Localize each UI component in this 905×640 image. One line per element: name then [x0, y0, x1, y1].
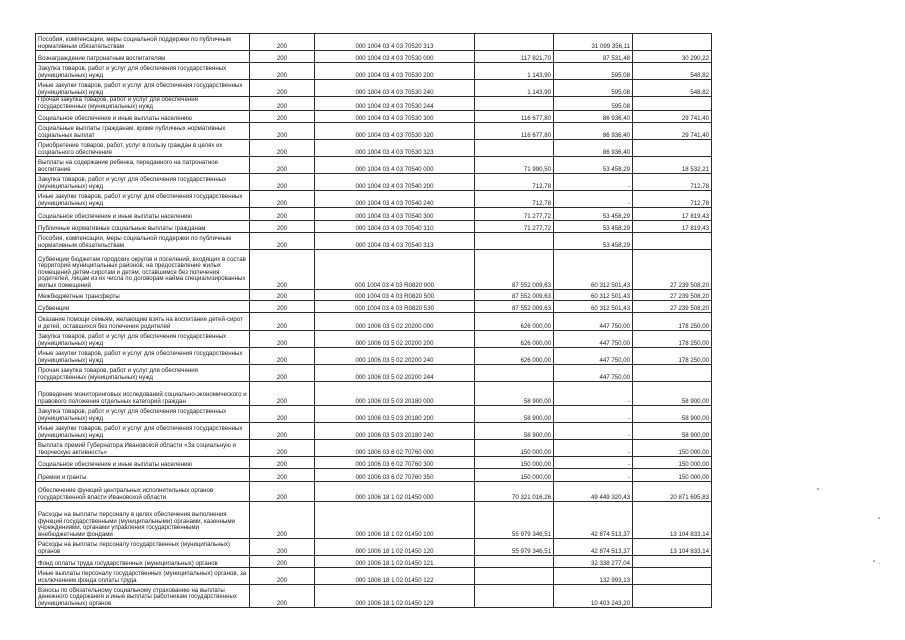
- cell-approved: 71 990,50: [475, 157, 554, 174]
- cell-budget-code: 000 1004 03 4 03 R0820 000: [315, 250, 475, 290]
- cell-description: Расходы на выплаты персоналу государственных (муниципальных) органов: [36, 539, 250, 556]
- cell-approved: 87 552 009,63: [475, 290, 554, 301]
- cell-executed: 60 312 501,43: [554, 250, 633, 290]
- cell-description: Пособия, компенсации, меры социальной поддержки по публичным нормативным обязательствам: [36, 233, 250, 250]
- cell-description: Фонд оплаты труда государственных (муниципальных) органов: [36, 556, 250, 568]
- table-row: [36, 348, 712, 365]
- cell-approved: 626 000,00: [475, 313, 554, 331]
- cell-description: Иные выплаты персоналу государственных (муниципальных) органов, за исключением фонда оплаты труда: [36, 568, 250, 585]
- cell-line-code: 200: [250, 556, 315, 568]
- cell-approved: [475, 568, 554, 585]
- table-row: [36, 423, 712, 440]
- cell-line-code: 200: [250, 174, 315, 191]
- cell-unexecuted: 548,82: [633, 63, 712, 80]
- cell-line-code: 200: [250, 97, 315, 111]
- cell-description: Оказание помощи семьям, желающим взять на воспитание детей-сирот и детей, оставшихся без попечения родителей: [36, 313, 250, 331]
- cell-approved: 71 277,72: [475, 208, 554, 221]
- cell-approved: [475, 556, 554, 568]
- cell-budget-code: 000 1004 03 4 03 70530 000: [315, 51, 475, 63]
- cell-approved: 712,78: [475, 174, 554, 191]
- cell-line-code: 200: [250, 63, 315, 80]
- cell-executed: 60 312 501,43: [554, 290, 633, 301]
- cell-approved: 626 000,00: [475, 331, 554, 348]
- cell-budget-code: 000 1004 03 4 03 70530 244: [315, 97, 475, 111]
- cell-unexecuted: 58 900,00: [633, 423, 712, 440]
- cell-description: Закупка товаров, работ и услуг для обеспечения государственных (муниципальных) нужд: [36, 174, 250, 191]
- table-row: [36, 123, 712, 140]
- table-row: [36, 365, 712, 382]
- cell-executed: 447 750,00: [554, 313, 633, 331]
- cell-budget-code: 000 1004 03 4 03 70530 300: [315, 111, 475, 123]
- cell-budget-code: 000 1006 03 5 03 20180 240: [315, 423, 475, 440]
- cell-approved: 1 143,90: [475, 80, 554, 97]
- table-row: [36, 97, 712, 111]
- cell-line-code: 200: [250, 502, 315, 539]
- cell-executed: 53 458,29: [554, 208, 633, 221]
- cell-approved: 117 821,70: [475, 51, 554, 63]
- table-row: [36, 585, 712, 608]
- cell-line-code: 200: [250, 208, 315, 221]
- table-row: [36, 221, 712, 233]
- cell-budget-code: 000 1004 03 4 03 70540 313: [315, 233, 475, 250]
- table-row: [36, 556, 712, 568]
- scan-speck: [817, 488, 819, 490]
- cell-budget-code: 000 1006 18 1 02 01450 121: [315, 556, 475, 568]
- table-row: [36, 440, 712, 457]
- table-row: [36, 313, 712, 331]
- cell-budget-code: 000 1004 03 4 03 70530 200: [315, 63, 475, 80]
- table-row: [36, 233, 712, 250]
- cell-budget-code: 000 1006 03 5 03 20180 200: [315, 406, 475, 423]
- cell-unexecuted: 13 104 833,14: [633, 539, 712, 556]
- cell-unexecuted: 29 741,40: [633, 111, 712, 123]
- table-row: [36, 502, 712, 539]
- cell-line-code: 200: [250, 111, 315, 123]
- cell-executed: 595,08: [554, 97, 633, 111]
- cell-executed: -: [554, 469, 633, 482]
- cell-line-code: 200: [250, 539, 315, 556]
- cell-line-code: 200: [250, 568, 315, 585]
- cell-executed: 595,08: [554, 80, 633, 97]
- cell-description: Иные закупки товаров, работ и услуг для обеспечения государственных (муниципальных) нужд: [36, 423, 250, 440]
- cell-executed: 53 458,29: [554, 221, 633, 233]
- cell-executed: -: [554, 457, 633, 469]
- cell-approved: 58 900,00: [475, 382, 554, 406]
- cell-unexecuted: 712,78: [633, 191, 712, 208]
- cell-approved: 150 000,00: [475, 440, 554, 457]
- cell-unexecuted: 58 900,00: [633, 406, 712, 423]
- cell-executed: 49 449 320,43: [554, 482, 633, 502]
- cell-executed: 60 312 501,43: [554, 301, 633, 313]
- cell-description: Прочая закупка товаров, работ и услуг для обеспечения государственных (муниципальных) нужд: [36, 365, 250, 382]
- cell-unexecuted: 13 104 833,14: [633, 502, 712, 539]
- cell-budget-code: 000 1004 03 4 03 70520 313: [315, 34, 475, 51]
- cell-executed: -: [554, 406, 633, 423]
- cell-line-code: 200: [250, 365, 315, 382]
- cell-description: Субвенции бюджетам городских округов и поселений, входящих в состав территорий муниципальных районов, на предоставление жилых помещений детям-сиротам и детям, оставшимся без попечения родителей, лицам из их числа по договорам найма специализированных жилых помещений: [36, 250, 250, 290]
- cell-line-code: 200: [250, 80, 315, 97]
- cell-description: Выплаты на содержание ребенка, переданного на патронатное воспитание: [36, 157, 250, 174]
- cell-approved: 87 552 009,63: [475, 250, 554, 290]
- cell-budget-code: 000 1006 03 5 03 20180 000: [315, 382, 475, 406]
- table-row: [36, 290, 712, 301]
- cell-line-code: 200: [250, 51, 315, 63]
- cell-budget-code: 000 1006 03 5 02 20200 200: [315, 331, 475, 348]
- cell-unexecuted: 58 900,00: [633, 382, 712, 406]
- cell-approved: 116 677,80: [475, 123, 554, 140]
- cell-approved: 116 677,80: [475, 111, 554, 123]
- cell-line-code: 200: [250, 331, 315, 348]
- cell-unexecuted: 150 000,00: [633, 469, 712, 482]
- cell-executed: -: [554, 423, 633, 440]
- cell-description: Социальные выплаты гражданам, кроме публичных нормативных социальных выплат: [36, 123, 250, 140]
- table-row: [36, 457, 712, 469]
- cell-description: Иные закупки товаров, работ и услуг для обеспечения государственных (муниципальных) нужд: [36, 191, 250, 208]
- table-row: [36, 301, 712, 313]
- table-row: [36, 331, 712, 348]
- cell-approved: 150 000,00: [475, 469, 554, 482]
- table-row: [36, 469, 712, 482]
- cell-description: Расходы на выплаты персоналу в целях обеспечения выполнения функций государственными (муниципальными) органами, казенными учреждениями, органами управления государственными внебюджетными фондами: [36, 502, 250, 539]
- cell-executed: 42 874 513,37: [554, 502, 633, 539]
- cell-executed: 132 993,13: [554, 568, 633, 585]
- cell-budget-code: 000 1006 18 1 02 01450 100: [315, 502, 475, 539]
- cell-unexecuted: 548,82: [633, 80, 712, 97]
- cell-line-code: 200: [250, 313, 315, 331]
- cell-executed: -: [554, 382, 633, 406]
- cell-line-code: 200: [250, 440, 315, 457]
- cell-executed: 86 936,40: [554, 140, 633, 157]
- cell-line-code: 200: [250, 457, 315, 469]
- cell-budget-code: 000 1004 03 4 03 70540 200: [315, 174, 475, 191]
- cell-budget-code: 000 1004 03 4 03 R0820 500: [315, 290, 475, 301]
- cell-budget-code: 000 1006 03 5 02 20200 000: [315, 313, 475, 331]
- table-row: [36, 34, 712, 51]
- scan-speck: [878, 517, 880, 519]
- cell-unexecuted: 17 819,43: [633, 208, 712, 221]
- cell-approved: [475, 585, 554, 608]
- cell-unexecuted: 712,78: [633, 174, 712, 191]
- cell-executed: 53 458,29: [554, 233, 633, 250]
- cell-description: Прочая закупка товаров, работ и услуг для обеспечения государственных (муниципальных) нужд: [36, 97, 250, 111]
- table-row: [36, 539, 712, 556]
- cell-budget-code: 000 1004 03 4 03 70530 240: [315, 80, 475, 97]
- scan-speck: [873, 560, 875, 562]
- cell-unexecuted: [633, 97, 712, 111]
- cell-line-code: 200: [250, 301, 315, 313]
- cell-description: Публичные нормативные социальные выплаты гражданам: [36, 221, 250, 233]
- cell-executed: 53 458,29: [554, 157, 633, 174]
- cell-executed: 31 099 356,11: [554, 34, 633, 51]
- cell-unexecuted: 20 871 695,83: [633, 482, 712, 502]
- cell-line-code: 200: [250, 191, 315, 208]
- cell-line-code: 200: [250, 423, 315, 440]
- table-row: [36, 208, 712, 221]
- cell-budget-code: 000 1004 03 4 03 R0820 530: [315, 301, 475, 313]
- cell-line-code: 200: [250, 382, 315, 406]
- table-row: [36, 174, 712, 191]
- table-row: [36, 157, 712, 174]
- cell-unexecuted: [633, 585, 712, 608]
- cell-unexecuted: 178 250,00: [633, 331, 712, 348]
- cell-approved: 1 143,90: [475, 63, 554, 80]
- cell-unexecuted: 27 239 508,20: [633, 301, 712, 313]
- cell-line-code: 200: [250, 482, 315, 502]
- cell-budget-code: 000 1006 03 5 02 20200 240: [315, 348, 475, 365]
- cell-line-code: 200: [250, 290, 315, 301]
- cell-approved: 55 979 346,51: [475, 539, 554, 556]
- scan-speck: [879, 563, 880, 564]
- cell-executed: -: [554, 191, 633, 208]
- cell-budget-code: 000 1006 03 6 02 70760 000: [315, 440, 475, 457]
- cell-unexecuted: [633, 365, 712, 382]
- cell-budget-code: 000 1006 18 1 02 01450 000: [315, 482, 475, 502]
- cell-line-code: 200: [250, 250, 315, 290]
- cell-line-code: 200: [250, 348, 315, 365]
- cell-executed: 595,08: [554, 63, 633, 80]
- cell-description: Пособия, компенсации, меры социальной поддержки по публичным нормативным обязательствам: [36, 34, 250, 51]
- cell-unexecuted: [633, 34, 712, 51]
- cell-budget-code: 000 1004 03 4 03 70530 323: [315, 140, 475, 157]
- cell-budget-code: 000 1006 18 1 02 01450 120: [315, 539, 475, 556]
- table-row: [36, 80, 712, 97]
- cell-executed: -: [554, 174, 633, 191]
- cell-budget-code: 000 1006 03 6 02 70760 350: [315, 469, 475, 482]
- cell-line-code: 200: [250, 585, 315, 608]
- table-row: [36, 140, 712, 157]
- cell-executed: 86 936,40: [554, 123, 633, 140]
- cell-executed: 447 750,00: [554, 348, 633, 365]
- cell-description: Субвенции: [36, 301, 250, 313]
- cell-executed: 447 750,00: [554, 365, 633, 382]
- cell-approved: 150 000,00: [475, 457, 554, 469]
- table-body: [36, 34, 712, 608]
- table-row: [36, 51, 712, 63]
- table-row: [36, 111, 712, 123]
- cell-description: Социальное обеспечение и иные выплаты населению: [36, 208, 250, 221]
- cell-approved: 71 277,72: [475, 221, 554, 233]
- table-row: [36, 191, 712, 208]
- cell-approved: 626 000,00: [475, 348, 554, 365]
- table-row: [36, 63, 712, 80]
- cell-executed: -: [554, 440, 633, 457]
- cell-line-code: 200: [250, 123, 315, 140]
- cell-line-code: 200: [250, 233, 315, 250]
- cell-line-code: 200: [250, 157, 315, 174]
- cell-unexecuted: [633, 140, 712, 157]
- cell-unexecuted: 17 819,43: [633, 221, 712, 233]
- cell-description: Закупка товаров, работ и услуг для обеспечения государственных (муниципальных) нужд: [36, 331, 250, 348]
- cell-executed: 87 531,48: [554, 51, 633, 63]
- cell-approved: 87 552 009,63: [475, 301, 554, 313]
- cell-description: Выплата премий Губернатора Ивановской области «За социальную и творческую активность»: [36, 440, 250, 457]
- cell-unexecuted: 29 741,40: [633, 123, 712, 140]
- cell-executed: 10 403 243,20: [554, 585, 633, 608]
- cell-line-code: 200: [250, 34, 315, 51]
- cell-unexecuted: [633, 233, 712, 250]
- cell-approved: [475, 34, 554, 51]
- cell-description: Вознаграждение патронатным воспитателям: [36, 51, 250, 63]
- cell-approved: 58 900,00: [475, 423, 554, 440]
- cell-description: Межбюджетные трансферты: [36, 290, 250, 301]
- cell-approved: 70 321 016,26: [475, 482, 554, 502]
- cell-description: Иные закупки товаров, работ и услуг для обеспечения государственных (муниципальных) нужд: [36, 80, 250, 97]
- cell-description: Социальное обеспечение и иные выплаты населению: [36, 457, 250, 469]
- cell-unexecuted: 150 000,00: [633, 457, 712, 469]
- cell-line-code: 200: [250, 221, 315, 233]
- budget-execution-table: [35, 33, 712, 608]
- cell-description: Приобретение товаров, работ, услуг в пользу граждан в целях их социального обеспечения: [36, 140, 250, 157]
- cell-budget-code: 000 1004 03 4 03 70540 300: [315, 208, 475, 221]
- cell-unexecuted: [633, 556, 712, 568]
- cell-budget-code: 000 1006 03 6 02 70760 300: [315, 457, 475, 469]
- cell-approved: [475, 233, 554, 250]
- table-row: [36, 250, 712, 290]
- cell-budget-code: 000 1006 18 1 02 01450 122: [315, 568, 475, 585]
- cell-description: Закупка товаров, работ и услуг для обеспечения государственных (муниципальных) нужд: [36, 63, 250, 80]
- table-row: [36, 568, 712, 585]
- cell-approved: 712,78: [475, 191, 554, 208]
- cell-approved: 58 900,00: [475, 406, 554, 423]
- cell-executed: 447 750,00: [554, 331, 633, 348]
- cell-budget-code: 000 1004 03 4 03 70540 240: [315, 191, 475, 208]
- table-row: [36, 382, 712, 406]
- cell-unexecuted: 27 239 508,20: [633, 250, 712, 290]
- cell-unexecuted: 178 250,00: [633, 313, 712, 331]
- cell-approved: [475, 97, 554, 111]
- cell-line-code: 200: [250, 140, 315, 157]
- cell-unexecuted: 150 000,00: [633, 440, 712, 457]
- cell-unexecuted: 18 532,21: [633, 157, 712, 174]
- cell-budget-code: 000 1004 03 4 03 70540 000: [315, 157, 475, 174]
- cell-description: Проведение мониторинговых исследований социально-экономического и правового положения отдельных категорий граждан: [36, 382, 250, 406]
- cell-description: Социальное обеспечение и иные выплаты населению: [36, 111, 250, 123]
- cell-description: Иные закупки товаров, работ и услуг для обеспечения государственных (муниципальных) нужд: [36, 348, 250, 365]
- cell-line-code: 200: [250, 469, 315, 482]
- cell-budget-code: 000 1004 03 4 03 70530 320: [315, 123, 475, 140]
- cell-description: Премии и гранты: [36, 469, 250, 482]
- cell-approved: [475, 365, 554, 382]
- cell-description: Закупка товаров, работ и услуг для обеспечения государственных (муниципальных) нужд: [36, 406, 250, 423]
- cell-unexecuted: 30 290,22: [633, 51, 712, 63]
- cell-budget-code: 000 1004 03 4 03 70540 310: [315, 221, 475, 233]
- cell-budget-code: 000 1006 18 1 02 01450 129: [315, 585, 475, 608]
- cell-unexecuted: 178 250,00: [633, 348, 712, 365]
- cell-executed: 42 874 513,37: [554, 539, 633, 556]
- cell-unexecuted: [633, 568, 712, 585]
- cell-approved: [475, 140, 554, 157]
- cell-budget-code: 000 1006 03 5 02 20200 244: [315, 365, 475, 382]
- cell-unexecuted: 27 239 508,20: [633, 290, 712, 301]
- cell-executed: 32 338 277,04: [554, 556, 633, 568]
- cell-approved: 55 979 346,51: [475, 502, 554, 539]
- cell-description: Взносы по обязательному социальному страхованию на выплаты денежного содержания и иные выплаты работникам государственных (муниципальных) органов: [36, 585, 250, 608]
- cell-description: Обеспечение функций центральных исполнительных органов государственной власти Ивановской области: [36, 482, 250, 502]
- cell-line-code: 200: [250, 406, 315, 423]
- table-row: [36, 482, 712, 502]
- cell-executed: 86 936,40: [554, 111, 633, 123]
- table-row: [36, 406, 712, 423]
